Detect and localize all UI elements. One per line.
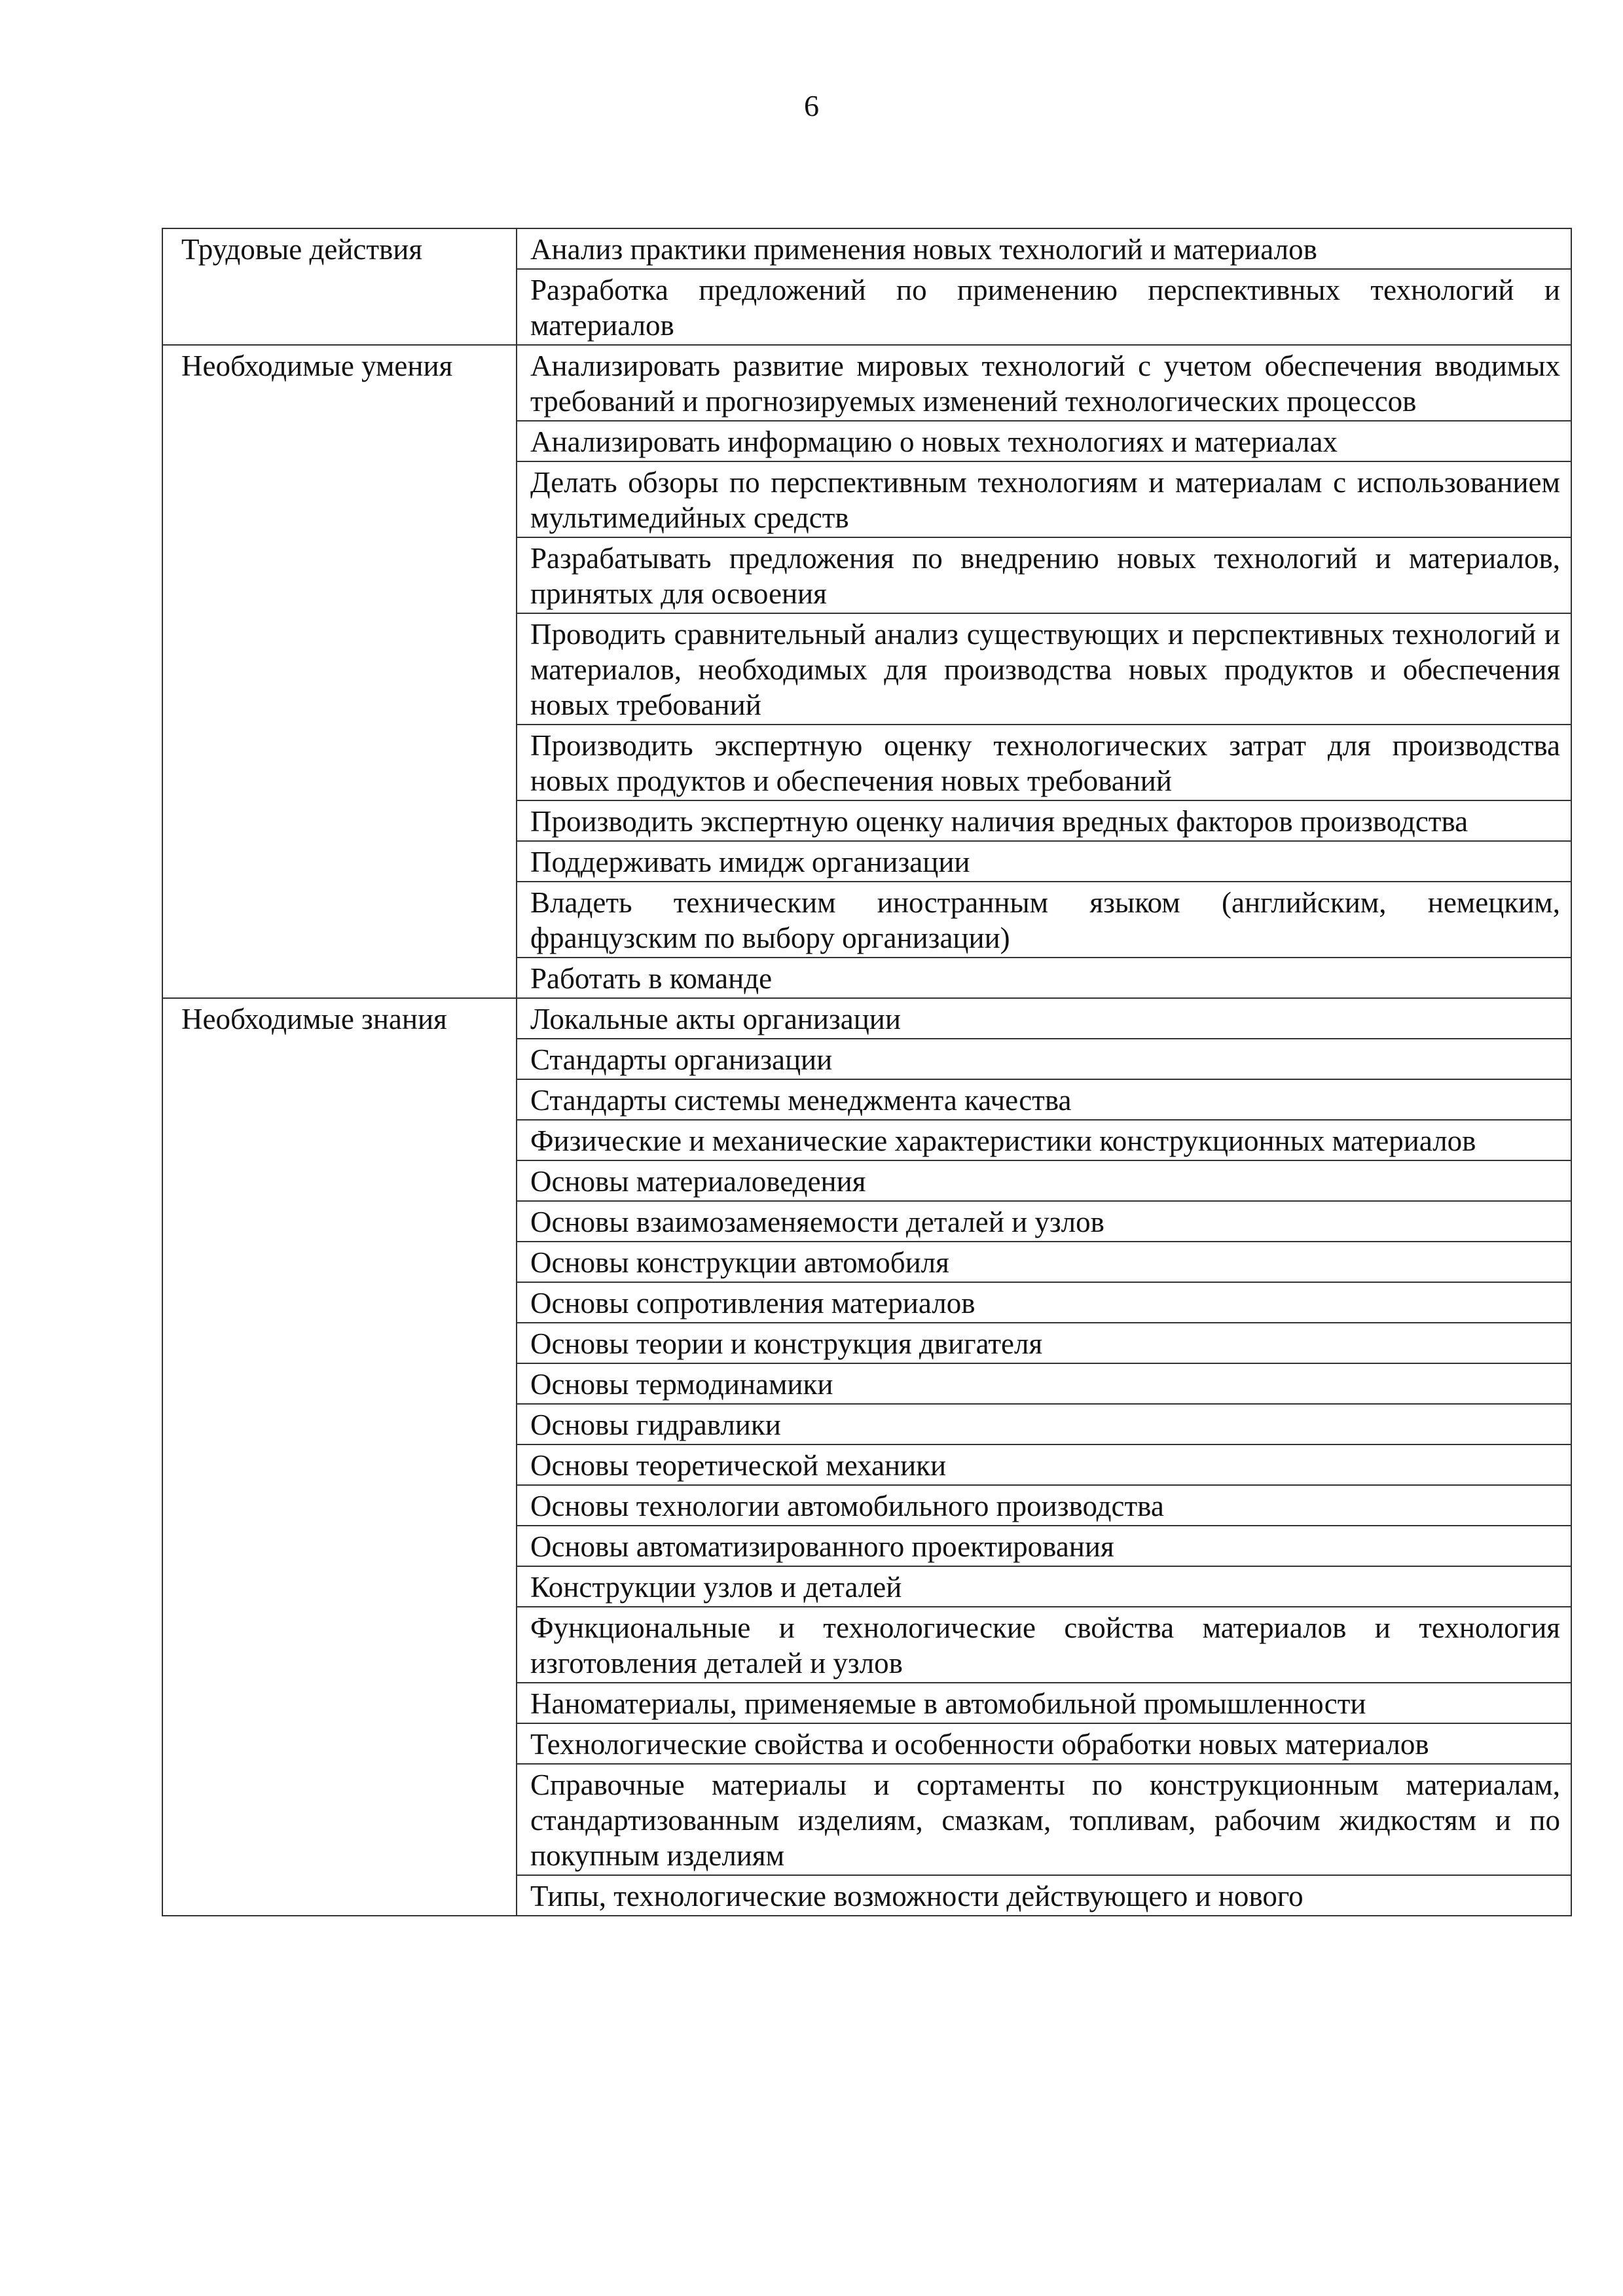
section-item: Основы сопротивления материалов	[517, 1282, 1571, 1323]
section-item: Основы теоретической механики	[517, 1444, 1571, 1485]
section-item: Функциональные и технологические свойства материалов и технология изготовления деталей и узлов	[517, 1607, 1571, 1683]
section-item: Проводить сравнительный анализ существующих и перспективных технологий и материалов, необходимых для производства новых продуктов и обеспечения новых требований	[517, 613, 1571, 725]
qualification-table	[162, 228, 1572, 1916]
section-item: Физические и механические характеристики конструкционных материалов	[517, 1120, 1571, 1160]
section-item: Стандарты организации	[517, 1039, 1571, 1079]
table-row	[162, 998, 1571, 1039]
section-title: Необходимые знания	[162, 998, 517, 1916]
section-item: Основы технологии автомобильного производства	[517, 1485, 1571, 1526]
section-item: Локальные акты организации	[517, 998, 1571, 1039]
section-item: Основы гидравлики	[517, 1404, 1571, 1444]
table-row	[162, 228, 1571, 269]
section-item: Производить экспертную оценку наличия вредных факторов производства	[517, 800, 1571, 841]
section-item: Производить экспертную оценку технологических затрат для производства новых продуктов и обеспечения новых требований	[517, 725, 1571, 800]
section-item: Поддерживать имидж организации	[517, 841, 1571, 882]
section-item: Основы автоматизированного проектирования	[517, 1526, 1571, 1566]
section-item: Стандарты системы менеджмента качества	[517, 1079, 1571, 1120]
page-number: 6	[804, 89, 819, 122]
section-item: Основы термодинамики	[517, 1363, 1571, 1404]
qualification-table-body	[162, 228, 1571, 1916]
section-title: Необходимые умения	[162, 345, 517, 998]
section-item: Технологические свойства и особенности обработки новых материалов	[517, 1723, 1571, 1764]
section-item: Разрабатывать предложения по внедрению новых технологий и материалов, принятых для освоения	[517, 537, 1571, 613]
table-row	[162, 345, 1571, 421]
section-item: Типы, технологические возможности действующего и нового	[517, 1875, 1571, 1916]
section-item: Основы взаимозаменяемости деталей и узлов	[517, 1201, 1571, 1242]
section-item: Работать в команде	[517, 958, 1571, 998]
section-item: Наноматериалы, применяемые в автомобильной промышленности	[517, 1683, 1571, 1723]
section-title: Трудовые действия	[162, 228, 517, 345]
section-item: Основы материаловедения	[517, 1160, 1571, 1201]
section-item: Анализировать развитие мировых технологий с учетом обеспечения вводимых требований и прогнозируемых изменений технологических процессов	[517, 345, 1571, 421]
section-item: Основы теории и конструкция двигателя	[517, 1323, 1571, 1363]
section-item: Конструкции узлов и деталей	[517, 1566, 1571, 1607]
section-item: Анализировать информацию о новых технологиях и материалах	[517, 421, 1571, 461]
section-item: Владеть техническим иностранным языком (английским, немецким, французским по выбору организации)	[517, 882, 1571, 958]
section-item: Справочные материалы и сортаменты по конструкционным материалам, стандартизованным изделиям, смазкам, топливам, рабочим жидкостям и по покупным изделиям	[517, 1764, 1571, 1875]
section-item: Анализ практики применения новых технологий и материалов	[517, 228, 1571, 269]
section-item: Делать обзоры по перспективным технологиям и материалам с использованием мультимедийных средств	[517, 461, 1571, 537]
section-item: Основы конструкции автомобиля	[517, 1242, 1571, 1282]
section-item: Разработка предложений по применению перспективных технологий и материалов	[517, 269, 1571, 345]
